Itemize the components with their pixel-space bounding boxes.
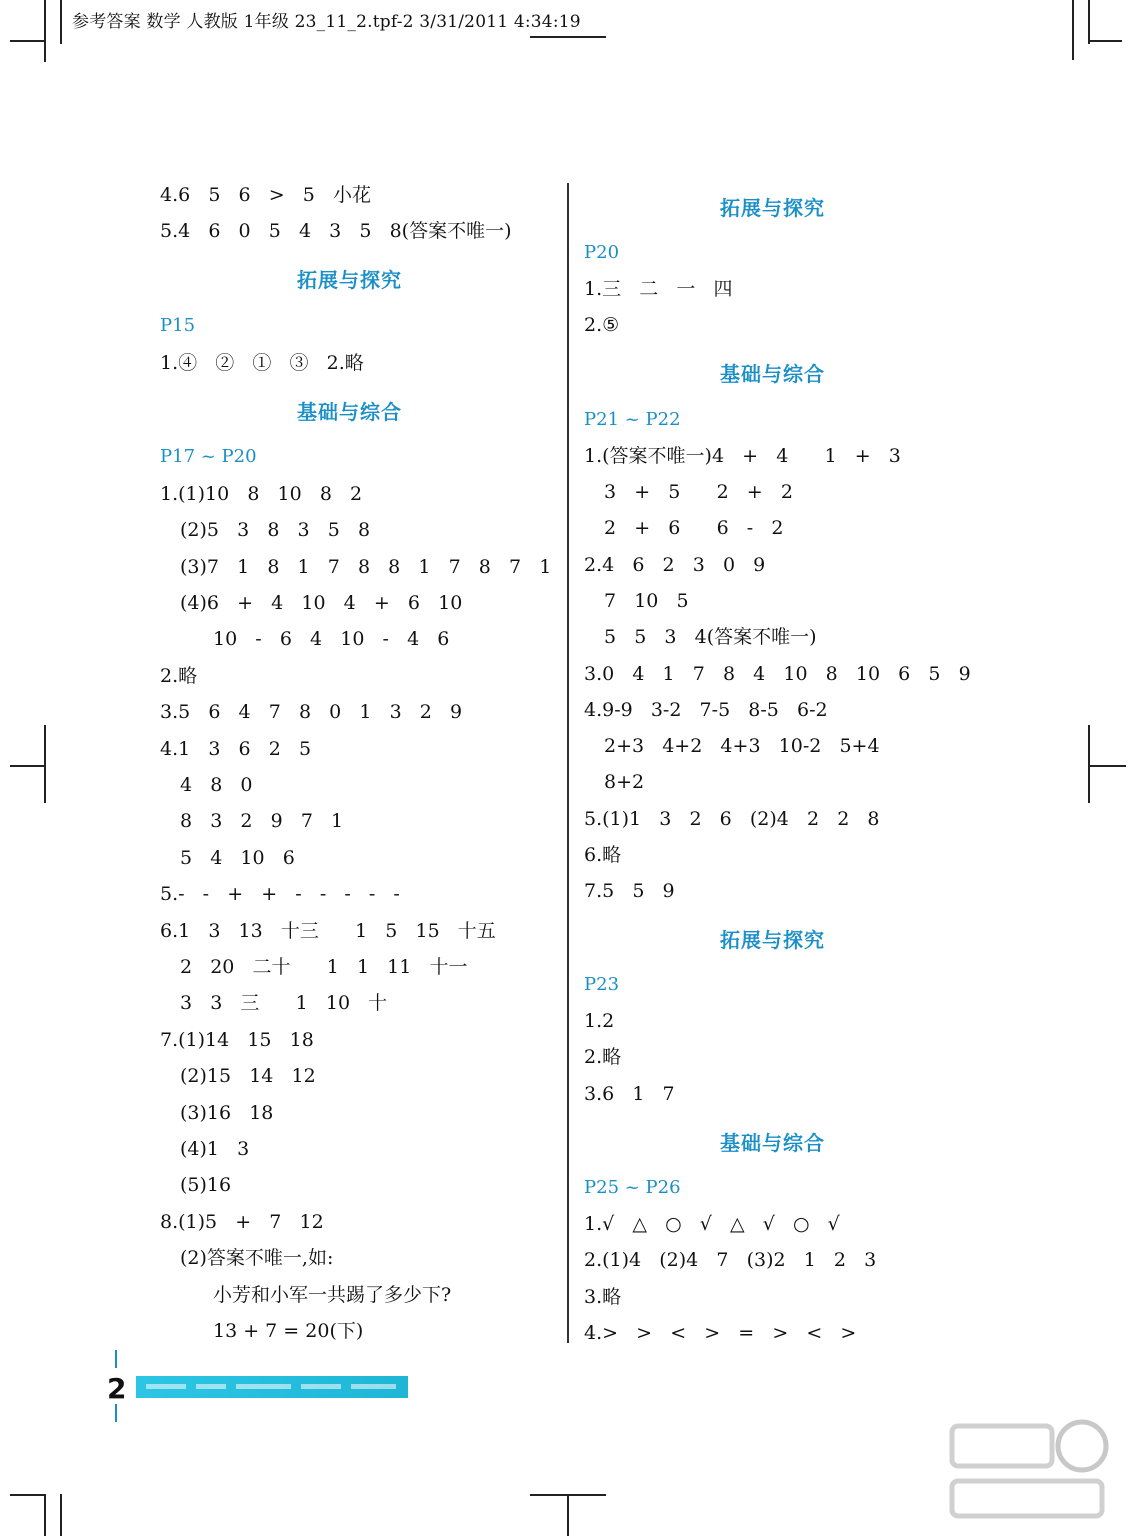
crop-mark: [1088, 725, 1090, 803]
answer-line: 2 20 二十 1 1 11 十一: [180, 956, 468, 978]
answer-line: 2.略: [160, 665, 198, 687]
crop-mark: [44, 1494, 46, 1536]
answer-line: 1.(答案不唯一)4 + 4 1 + 3: [584, 445, 901, 467]
answer-line: 2 + 6 6 - 2: [604, 517, 784, 539]
answer-line: 10 - 6 4 10 - 4 6: [213, 628, 450, 650]
crop-mark: [1072, 0, 1074, 60]
answer-line: 1.④ ② ① ③ 2.略: [160, 352, 364, 374]
answer-line: 4.9-9 3-2 7-5 8-5 6-2: [584, 699, 828, 721]
page-reference: P25 ~ P26: [584, 1177, 681, 1198]
answer-line: (2)答案不唯一,如:: [180, 1247, 334, 1269]
answer-line: 4 8 0: [180, 774, 253, 796]
footer-bar: [136, 1376, 408, 1398]
answer-line: 3.略: [584, 1286, 622, 1308]
section-heading: 拓展与探究: [720, 196, 825, 220]
answer-line: (2)15 14 12: [180, 1065, 316, 1087]
page-reference: P17 ~ P20: [160, 446, 257, 467]
answer-line: 2.4 6 2 3 0 9: [584, 554, 766, 576]
answer-line: 5.- - + + - - - - -: [160, 883, 400, 905]
crop-mark: [567, 1494, 569, 1536]
answer-line: (3)16 18: [180, 1102, 274, 1124]
answer-line: 2.略: [584, 1046, 622, 1068]
page-reference: P15: [160, 315, 196, 336]
page-number-decoration: [115, 1350, 117, 1368]
answer-line: 8+2: [604, 771, 645, 793]
answer-line: 6.略: [584, 844, 622, 866]
section-heading: 拓展与探究: [720, 928, 825, 952]
answer-line: 3.0 4 1 7 8 4 10 8 10 6 5 9: [584, 663, 971, 685]
answer-line: 6.1 3 13 十三 1 5 15 十五: [160, 920, 496, 942]
answer-line: 3.6 1 7: [584, 1083, 675, 1105]
crop-mark: [1088, 40, 1122, 42]
crop-mark: [10, 765, 44, 767]
crop-mark: [10, 40, 44, 42]
answer-line: 5 5 3 4(答案不唯一): [604, 626, 817, 648]
column-divider: [567, 183, 569, 1343]
crop-mark: [1088, 0, 1090, 44]
answer-line: 7.(1)14 15 18: [160, 1029, 314, 1051]
answer-line: 1.(1)10 8 10 8 2: [160, 483, 363, 505]
watermark-logo: [942, 1406, 1112, 1526]
answer-line: 5.(1)1 3 2 6 (2)4 2 2 8: [584, 808, 880, 830]
answer-line: 8 3 2 9 7 1: [180, 810, 344, 832]
answer-line: 3.5 6 4 7 8 0 1 3 2 9: [160, 701, 463, 723]
page-number-decoration: [115, 1404, 117, 1422]
page-reference: P21 ~ P22: [584, 409, 681, 430]
page-reference: P20: [584, 242, 620, 263]
answer-line: (4)1 3: [180, 1138, 250, 1160]
section-heading: 基础与综合: [297, 400, 402, 424]
crop-mark: [1090, 765, 1126, 767]
answer-line: 7.5 5 9: [584, 880, 675, 902]
answer-line: 2.(1)4 (2)4 7 (3)2 1 2 3: [584, 1249, 877, 1271]
answer-line: 1.三 二 一 四: [584, 278, 733, 300]
answer-line: (4)6 + 4 10 4 + 6 10: [180, 592, 463, 614]
answer-line: 5 4 10 6: [180, 847, 295, 869]
crop-mark: [10, 1494, 44, 1496]
section-heading: 基础与综合: [720, 1131, 825, 1155]
answer-line: 4.1 3 6 2 5: [160, 738, 312, 760]
answer-line: 2.⑤: [584, 314, 620, 336]
page-reference: P23: [584, 974, 620, 995]
answer-line: (3)7 1 8 1 7 8 8 1 7 8 7 1: [180, 556, 552, 578]
section-heading: 基础与综合: [720, 362, 825, 386]
answer-line: 13 + 7 = 20(下): [213, 1320, 364, 1342]
crop-mark: [60, 1494, 62, 1536]
answer-line: 3 3 三 1 10 十: [180, 992, 388, 1014]
crop-mark: [44, 0, 46, 62]
answer-line: 5.4 6 0 5 4 3 5 8(答案不唯一): [160, 220, 512, 242]
file-header: 参考答案 数学 人教版 1年级 23_11_2.tpf-2 3/31/2011 4:34:19: [72, 12, 581, 32]
answer-line: 4.6 5 6 > 5 小花: [160, 184, 371, 206]
answer-line: 7 10 5: [604, 590, 689, 612]
answer-line: (5)16: [180, 1174, 232, 1196]
answer-line: 1.2: [584, 1010, 615, 1032]
crop-mark: [60, 0, 62, 44]
crop-mark: [530, 36, 606, 38]
section-heading: 拓展与探究: [297, 268, 402, 292]
answer-line: (2)5 3 8 3 5 8: [180, 519, 371, 541]
answer-line: 小芳和小军一共踢了多少下?: [213, 1284, 452, 1306]
answer-line: 3 + 5 2 + 2: [604, 481, 793, 503]
answer-line: 8.(1)5 + 7 12: [160, 1211, 324, 1233]
answer-line: 2+3 4+2 4+3 10-2 5+4: [604, 735, 880, 757]
crop-mark: [44, 725, 46, 803]
answer-line: 1.√ △ ○ √ △ √ ○ √: [584, 1213, 840, 1235]
answer-line: 4.> > < > = > < >: [584, 1322, 857, 1344]
page-number: 2: [107, 1372, 127, 1405]
